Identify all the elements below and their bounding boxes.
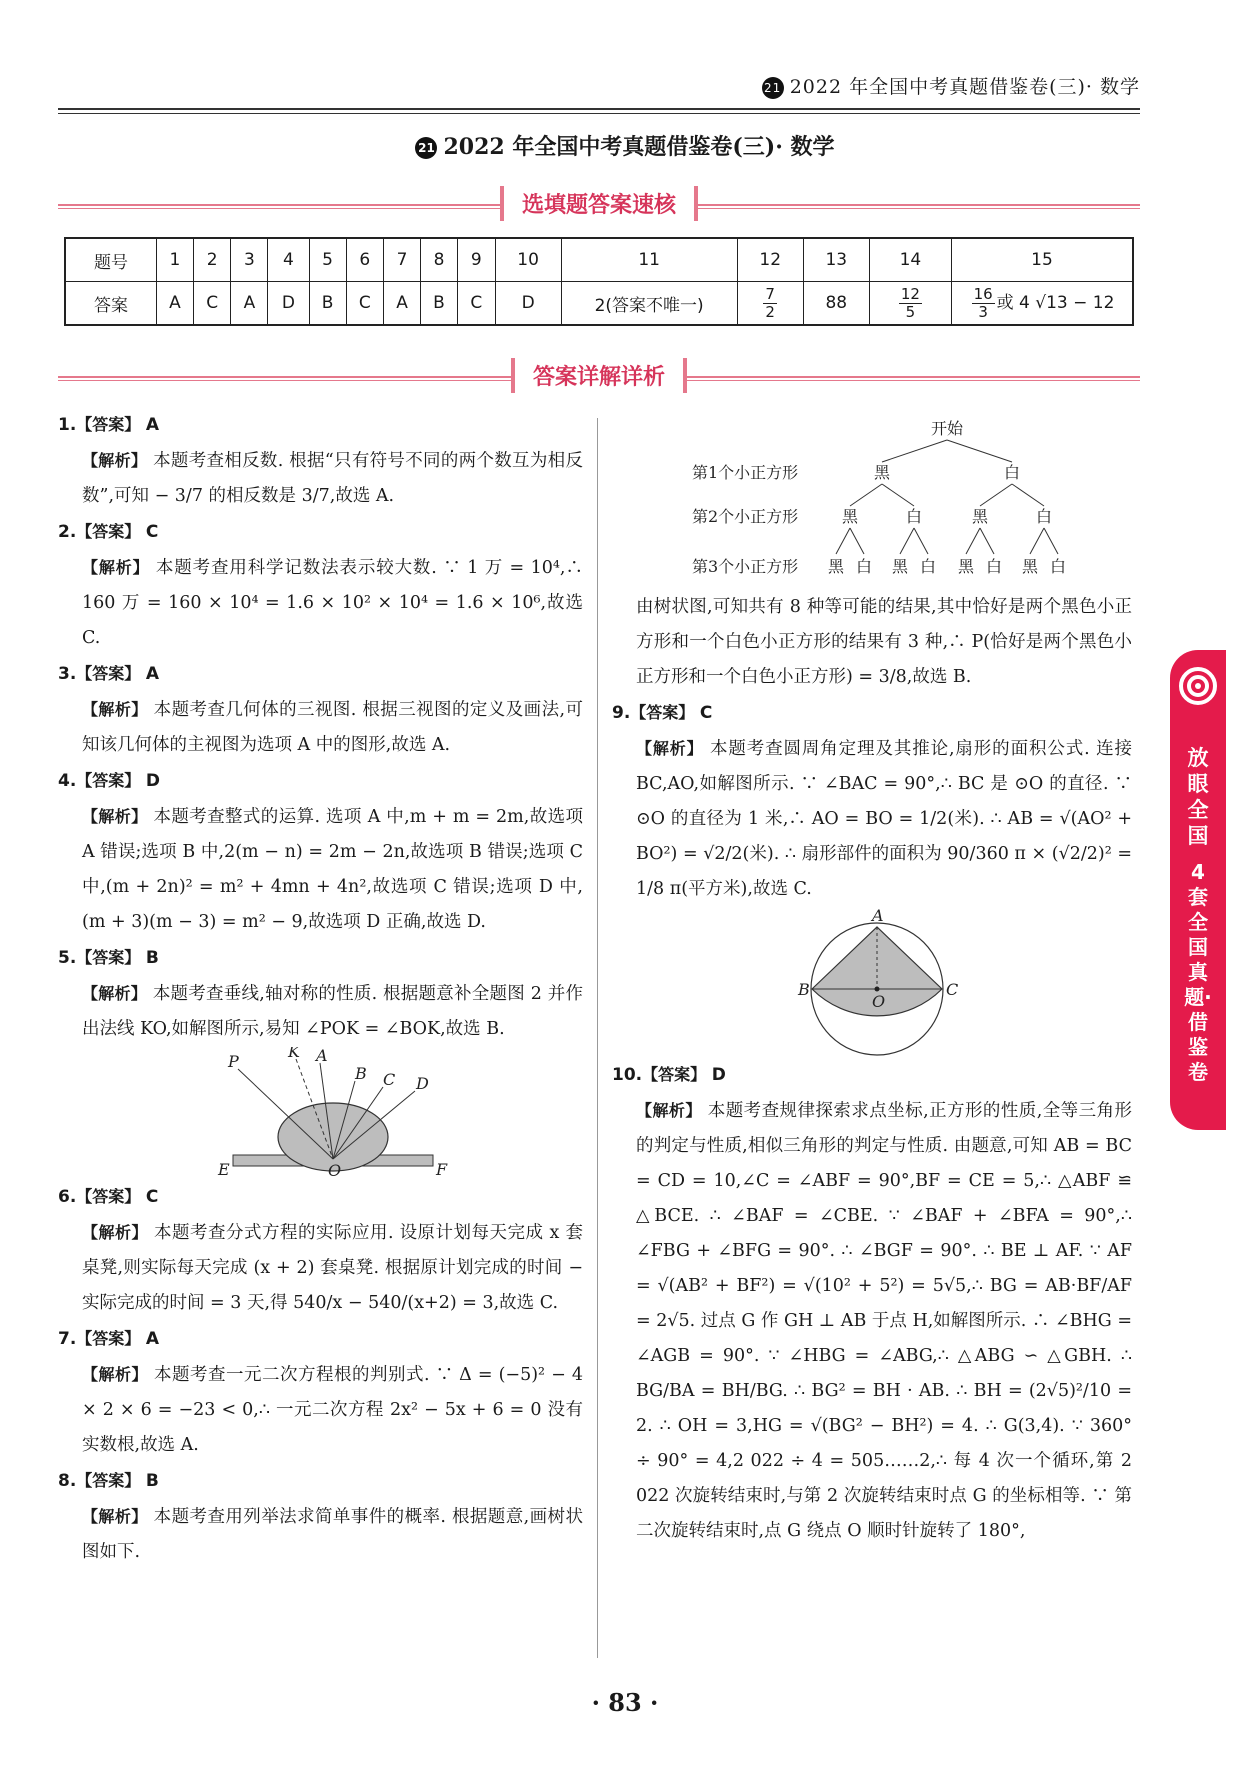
q-number: 4 [268,238,309,282]
q8-analysis: 本题考查用列举法求简单事件的概率. 根据题意,画树状图如下. [82,1507,583,1562]
fig5-label: B [355,1064,367,1083]
right-column: 开始 黑 白 黑 白 黑 白 黑 白 黑 白 黑 白 黑 白 第1个小正方形 第2个小正方形 第3个小正方形 由树状图,可知共有 8 种等可能的结果,其中恰好是两个黑色小正方形和一个白色小正方形的结果有 3 种,∴ P(恰好是两个黑色小正方形和一个白色小正方形) = 3/8,故选 B. 9.【答案】 C 【解析】 本题考查圆周角定理及其推论,扇形的面积公式. 连接 BC,AO,如解图所示. ∵ ∠BAC = 90°,∴ BC 是 ⊙O 的直径. ∵ ⊙O 的直径为 1 米,∴ AO = BO = 1/2(米). ∴ AB = √(AO² + BO²) = √2/2(米). ∴ 扇形部件的面积为 90/360 π × (√2/2)² = 1/8 π(平方米),故选 C. A B O C 10.【答案】 D 【解析】 本题考查规律探索求点坐标,正方形的性质,全等三角形的判定与性质,相似三角形的判定与性质. 由题意,可知 AB = BC = CD = 10,∠C = ∠ABF = 90°,BF = CE = 5,∴ △ABF ≌ △BCE. ∴ ∠BAF = ∠CBE. ∵ ∠BAF + ∠BFA = 90°,∴ ∠FBG + ∠BFG = 90°. ∴ ∠BGF = 90°. ∴ BE ⊥ AF. ∵ AF = √(AB² + BF²) = √(10² + 5²) = 5√5,∴ BG = AB·BF/AF = 2√5. 过点 G 作 GH ⊥ AB 于点 H,如解图所示. ∴ ∠BHG = ∠AGB = 90°. ∵ ∠HBG = ∠ABG,∴ △ABG ∽ △GBH. ∴ BG/BA = BH/BG. ∴ BG² = BH · AB. ∴ BH = (2√5)²/10 = 2. ∴ OH = 3,HG = √(BG² − BH²) = 4. ∴ G(3,4). ∵ 360° ÷ 90° = 4,2 022 ÷ 4 = 505……2,∴ 每 4 次一个循环,第 2 022 次旋转结束时,与第 2 次旋转结束时点 G 的坐标相等. ∵ 第二次旋转结束时,点 G 绕点 O 顺时针旋转了 180°, [612,412,1132,1549]
q-number: 1 [157,238,194,282]
answer-table-number-row [65,238,1133,282]
q1-answer: A [145,415,160,435]
fig5-label: K [288,1047,300,1061]
q6-answer: C [145,1187,159,1207]
fig9-label: B [798,980,810,999]
q-answer-12: $\frac{7}{2}$ [737,282,803,326]
q9-analysis: 本题考查圆周角定理及其推论,扇形的面积公式. 连接 BC,AO,如解图所示. ∵ ∠BAC = 90°,∴ BC 是 ⊙O 的直径. ∵ ⊙O 的直径为 1 米,∴ AO = BO = 1/2(米). ∴ AB = √(AO² + BO²) = √2/2(米). ∴ 扇形部件的面积为 90/360 π × (√2/2)² = 1/8 π(平方米),故选 C. [636,739,1132,899]
tree-node: 白 [855,557,873,576]
tree-node: 白 [1035,507,1053,526]
tree-node: 黑 [891,557,909,576]
q-number: 2 [193,238,231,282]
q-number: 8 [421,238,458,282]
q3-analysis: 本题考查几何体的三视图. 根据三视图的定义及画法,可知该几何体的主视图为选项 A 中的图形,故选 A. [82,700,583,755]
fig5-label: D [416,1074,429,1093]
fig5-label: C [383,1070,396,1089]
q-answer: B [309,282,346,326]
fig9-label: A [872,907,884,925]
q-number: 12 [737,238,803,282]
tree-diagram [612,412,1132,590]
tree-node: 白 [1003,463,1021,482]
section-detailed-title: 答案详解详析 [511,358,687,393]
q-answer: A [157,282,194,326]
q2-analysis: 本题考查用科学记数法表示较大数. ∵ 1 万 = 10⁴,∴ 160 万 = 160 × 10⁴ = 1.6 × 10² × 10⁴ = 1.6 × 10⁶,故选 C. [82,558,583,648]
q-number: 9 [457,238,495,282]
q-answer: A [231,282,268,326]
q-answer-13: 88 [803,282,869,326]
circle-sector-diagram [612,907,1132,1057]
column-divider [597,418,598,1658]
q-number: 10 [495,238,561,282]
target-icon [1178,666,1218,706]
q-number: 7 [384,238,421,282]
q-answer: A [384,282,421,326]
q5-analysis: 本题考查垂线,轴对称的性质. 根据题意补全题图 2 并作出法线 KO,如解图所示,易知 ∠POK = ∠BOK,故选 B. [82,984,583,1039]
q-answer: D [268,282,309,326]
title-badge: 21 [415,137,437,159]
running-header-text: 2022 年全国中考真题借鉴卷(三)· 数学 [789,76,1140,98]
tree-level-label: 第1个小正方形 [692,463,799,482]
q10-analysis: 本题考查规律探索求点坐标,正方形的性质,全等三角形的判定与性质,相似三角形的判定与性质. 由题意,可知 AB = BC = CD = 10,∠C = ∠ABF = 90°,BF = CE = 5,∴ △ABF ≌ △BCE. ∴ ∠BAF = ∠CBE. ∵ ∠BAF + ∠BFA = 90°,∴ ∠FBG + ∠BFG = 90°. ∴ ∠BGF = 90°. ∴ BE ⊥ AF. ∵ AF = √(AB² + BF²) = √(10² + 5²) = 5√5,∴ BG = AB·BF/AF = 2√5. 过点 G 作 GH ⊥ AB 于点 H,如解图所示. ∴ ∠BHG = ∠AGB = 90°. ∵ ∠HBG = ∠ABG,∴ △ABG ∽ △GBH. ∴ BG/BA = BH/BG. ∴ BG² = BH · AB. ∴ BH = (2√5)²/10 = 2. ∴ OH = 3,HG = √(BG² − BH²) = 4. ∴ G(3,4). ∵ 360° ÷ 90° = 4,2 022 ÷ 4 = 505……2,∴ 每 4 次一个循环,第 2 022 次旋转结束时,与第 2 次旋转结束时点 G 的坐标相等. ∵ 第二次旋转结束时,点 G 绕点 O 顺时针旋转了 180°, [636,1101,1132,1541]
q4-analysis: 本题考查整式的运算. 选项 A 中,m + m = 2m,故选项 A 错误;选项 B 中,2(m − n) = 2m − 2n,故选项 B 错误;选项 C 中,(m + 2n)² = m² + 4mn + 4n²,故选项 C 错误;选项 D 中,(m + 3)(m − 3) = m² − 9,故选项 D 正确,故选 D. [82,807,583,932]
tree-node: 黑 [873,463,891,482]
tree-level-label: 第3个小正方形 [692,557,799,576]
q-number: 11 [561,238,737,282]
q9-answer: C [699,703,713,723]
tree-node: 黑 [841,507,859,526]
header-rule-thin [58,113,1140,114]
tree-node: 白 [1049,557,1067,576]
fig5-label: O [328,1161,342,1179]
fig9-label: C [946,980,959,999]
tree-node: 黑 [957,557,975,576]
tree-node: 白 [919,557,937,576]
q10-answer: D [711,1065,726,1085]
q-number: 6 [346,238,384,282]
section-detailed-answers [58,358,1140,388]
tree-root: 开始 [930,419,964,438]
side-tab-line2: 4套全国真题·借鉴卷 [1184,860,1212,1084]
q5-answer: B [145,948,159,968]
section-quick-answers [58,186,1140,216]
q-answer: C [457,282,495,326]
running-header [762,72,1140,99]
left-column: 1.【答案】 A 【解析】 本题考查相反数. 根据“只有符号不同的两个数互为相反数”,可知 − 3/7 的相反数是 3/7,故选 A. 2.【答案】 C 【解析】 本题考查用科学记数法表示较大数. ∵ 1 万 = 10⁴,∴ 160 万 = 160 × 10⁴ = 1.6 × 10² × 10⁴ = 1.6 × 10⁶,故选 C. 3.【答案】 A 【解析】 本题考查几何体的三视图. 根据三视图的定义及画法,可知该几何体的主视图为选项 A 中的图形,故选 A. 4.【答案】 D 【解析】 本题考查整式的运算. 选项 A 中,m + m = 2m,故选项 A 错误;选项 B 中,2(m − n) = 2m − 2n,故选项 B 错误;选项 C 中,(m + 2n)² = m² + 4mn + 4n²,故选项 C 错误;选项 D 中,(m + 3)(m − 3) = m² − 9,故选项 D 正确,故选 D. 5.【答案】 B 【解析】 本题考查垂线,轴对称的性质. 根据题意补全题图 2 并作出法线 KO,如解图所示,易知 ∠POK = ∠BOK,故选 B. P K A B C D E O F 6.【答案】 C 【解析】 本题考查分式方程的实际应用. 设原计划每天完成 x 套桌凳,则实际每天完成 (x + 2) 套桌凳. 根据原计划完成的时间 − 实际完成的时间 = 3 天,得 540/x − 540/(x+2) = 3,故选 C. 7.【答案】 A 【解析】 本题考查一元二次方程根的判别式. ∵ Δ = (−5)² − 4 × 2 × 6 = −23 < 0,∴ 一元二次方程 2x² − 5x + 6 = 0 没有实数根,故选 A. 8.【答案】 B 【解析】 本题考查用列举法求简单事件的概率. 根据题意,画树状图如下. [58,415,583,1562]
q8-conclusion: 由树状图,可知共有 8 种等可能的结果,其中恰好是两个黑色小正方形和一个白色小正方形的结果有 3 种,∴ P(恰好是两个黑色小正方形和一个白色小正方形) = 3/8,故选 B. [636,597,1132,687]
fig9-label: O [872,992,886,1011]
fig5-label: F [436,1160,448,1179]
fig5-label: P [228,1052,239,1071]
figure-q5 [58,1047,583,1179]
header-rule [58,108,1140,110]
fig5-label: A [316,1047,328,1065]
page-title-text: 2022 年全国中考真题借鉴卷(三)· 数学 [443,134,835,160]
q2-answer: C [145,522,159,542]
q-answer: C [193,282,231,326]
q-number: 14 [869,238,951,282]
tree-level-label: 第2个小正方形 [692,507,799,526]
q-answer: D [495,282,561,326]
reflection-diagram [58,1047,583,1179]
q3-answer: A [145,664,160,684]
side-tab-line1: 放眼全国 [1187,746,1209,848]
q7-analysis: 本题考查一元二次方程根的判别式. ∵ Δ = (−5)² − 4 × 2 × 6 = −23 < 0,∴ 一元二次方程 2x² − 5x + 6 = 0 没有实数根,故选 A. [82,1365,583,1455]
tree-node: 黑 [971,507,989,526]
page-title [0,130,1250,161]
answer-table [64,237,1134,326]
series-badge: 21 [762,77,784,99]
tree-node: 黑 [827,557,845,576]
q-number: 5 [309,238,346,282]
q-answer: B [421,282,458,326]
q1-analysis: 本题考查相反数. 根据“只有符号不同的两个数互为相反数”,可知 − 3/7 的相反数是 3/7,故选 A. [82,451,583,506]
q-number: 13 [803,238,869,282]
tree-node: 白 [905,507,923,526]
side-tab [1170,650,1226,1130]
fig5-label: E [218,1160,230,1179]
figure-q9 [612,907,1132,1057]
q-number: 3 [231,238,268,282]
tree-node: 黑 [1021,557,1039,576]
row-label-answer: 答案 [65,282,157,326]
tree-node: 白 [985,557,1003,576]
q-answer-14: $\frac{12}{5}$ [869,282,951,326]
q-answer-15: $\frac{16}{3}$ 或 4 √13 − 12 [952,282,1134,326]
page-number: · 83 · [591,1688,659,1717]
q-answer-11: 2(答案不唯一) [561,282,737,326]
section-quick-title: 选填题答案速核 [500,186,698,221]
row-label-number: 题号 [65,238,157,282]
q8-answer: B [145,1471,159,1491]
q-number: 15 [952,238,1134,282]
q4-answer: D [145,771,161,791]
answer-table-answer-row [65,282,1133,326]
q6-analysis: 本题考查分式方程的实际应用. 设原计划每天完成 x 套桌凳,则实际每天完成 (x + 2) 套桌凳. 根据原计划完成的时间 − 实际完成的时间 = 3 天,得 540/x − 540/(x+2) = 3,故选 C. [82,1223,583,1313]
q7-answer: A [145,1329,160,1349]
q-answer: C [346,282,384,326]
